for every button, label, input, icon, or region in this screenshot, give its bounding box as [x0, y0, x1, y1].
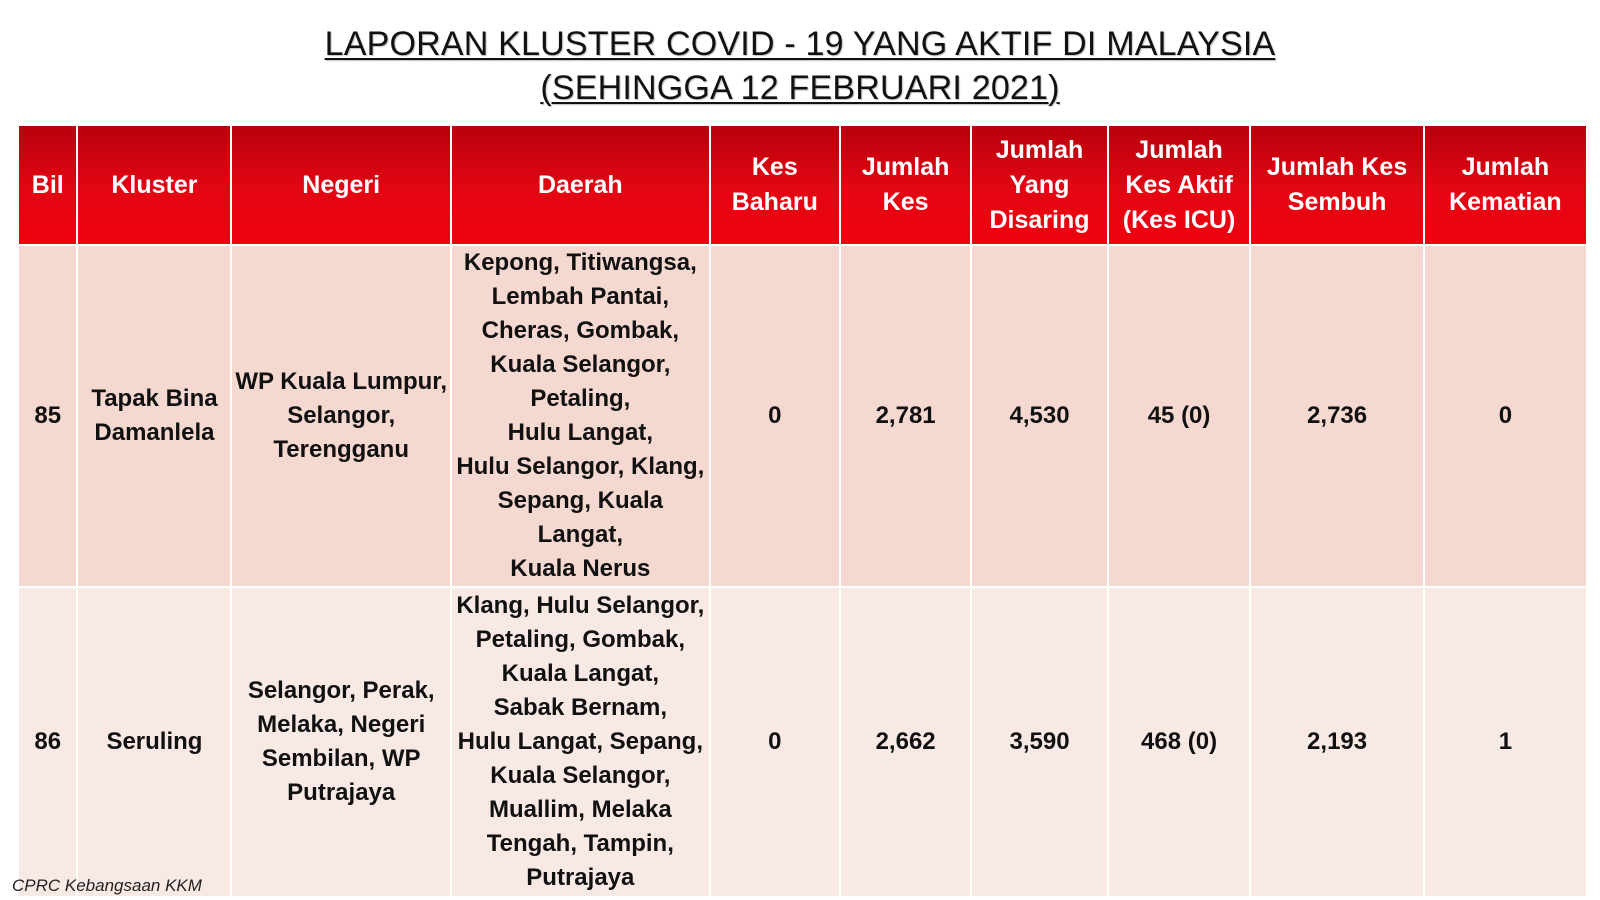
cell-bil: 86 [19, 588, 76, 896]
title-line-1: LAPORAN KLUSTER COVID - 19 YANG AKTIF DI MALAYSIA [324, 25, 1276, 63]
cell-jumlah-disaring: 4,530 [972, 246, 1106, 586]
source-note: CPRC Kebangsaan KKM [12, 876, 202, 895]
table-row [19, 246, 1586, 586]
cell-bil: 85 [19, 246, 76, 586]
cell-jumlah-kes-aktif: 45 (0) [1109, 246, 1250, 586]
cell-kluster: Tapak Bina Damanlela [78, 246, 230, 586]
header-jumlah-kes-sembuh: Jumlah Kes Sembuh [1251, 126, 1422, 244]
header-jumlah-kes-aktif: Jumlah Kes Aktif (Kes ICU) [1109, 126, 1250, 244]
table-header-row [19, 126, 1586, 244]
cell-jumlah-disaring: 3,590 [972, 588, 1106, 896]
report-title [0, 22, 1600, 110]
header-kes-baharu: Kes Baharu [711, 126, 839, 244]
cell-jumlah-kematian: 0 [1425, 246, 1586, 586]
cell-daerah: Klang, Hulu Selangor, Petaling, Gombak, Kuala Langat, Sabak Bernam, Hulu Langat, Sepang, Kuala Selangor, Muallim, Melaka Tengah, Tampin, Putrajaya [452, 588, 709, 896]
header-kluster: Kluster [78, 126, 230, 244]
header-jumlah-disaring: Jumlah Yang Disaring [972, 126, 1106, 244]
cell-jumlah-kes-sembuh: 2,736 [1251, 246, 1422, 586]
table-row [19, 588, 1586, 896]
cell-negeri: WP Kuala Lumpur, Selangor, Terengganu [232, 246, 450, 586]
header-jumlah-kes: Jumlah Kes [841, 126, 970, 244]
header-daerah: Daerah [452, 126, 709, 244]
cell-kluster: Seruling [78, 588, 230, 896]
header-negeri: Negeri [232, 126, 450, 244]
cell-daerah: Kepong, Titiwangsa, Lembah Pantai, Cheras, Gombak, Kuala Selangor, Petaling, Hulu Langat, Hulu Selangor, Klang, Sepang, Kuala Langat, Kuala Nerus [452, 246, 709, 586]
cell-jumlah-kes-aktif: 468 (0) [1109, 588, 1250, 896]
cell-kes-baharu: 0 [711, 246, 839, 586]
cell-jumlah-kes: 2,781 [841, 246, 970, 586]
cluster-table [17, 124, 1588, 898]
title-line-2: (SEHINGGA 12 FEBRUARI 2021) [540, 69, 1060, 107]
cell-jumlah-kes: 2,662 [841, 588, 970, 896]
cell-kes-baharu: 0 [711, 588, 839, 896]
header-bil: Bil [19, 126, 76, 244]
cell-negeri: Selangor, Perak, Melaka, Negeri Sembilan, WP Putrajaya [232, 588, 450, 896]
cell-jumlah-kematian: 1 [1425, 588, 1586, 896]
header-jumlah-kematian: Jumlah Kematian [1425, 126, 1586, 244]
cell-jumlah-kes-sembuh: 2,193 [1251, 588, 1422, 896]
